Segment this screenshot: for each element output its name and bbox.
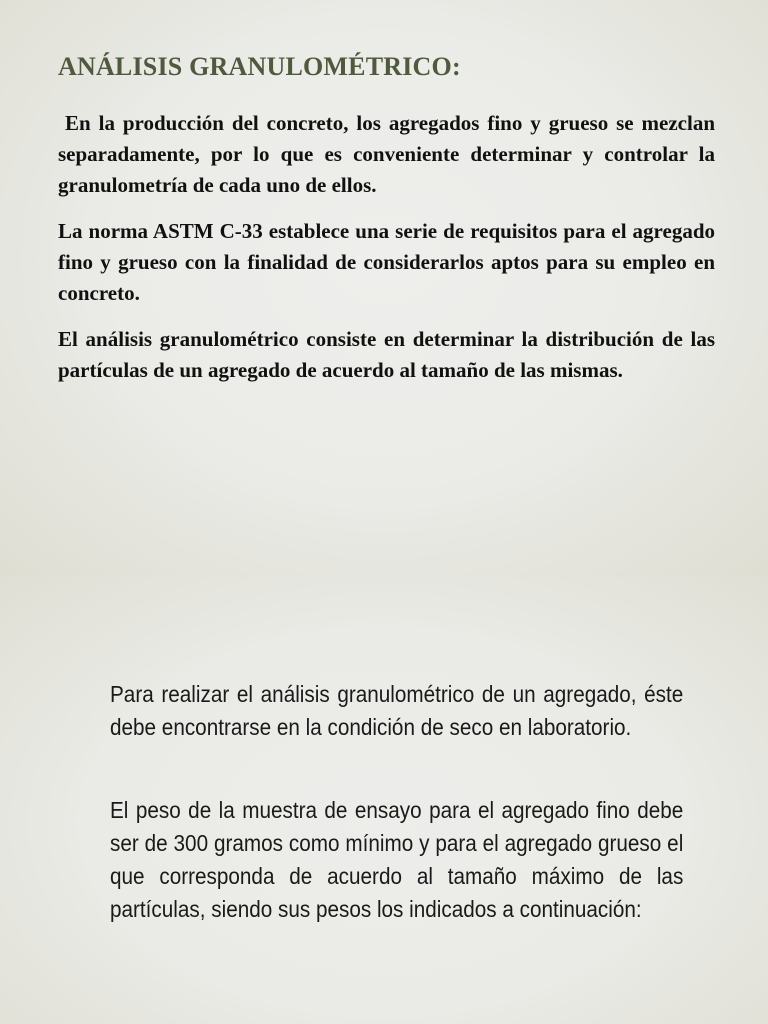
slide-1-body [58, 108, 715, 401]
slide-title: ANÁLISIS GRANULOMÉTRICO: [58, 52, 461, 81]
paragraph-sample-weight: El peso de la muestra de ensayo para el agregado fino debe ser de 300 gramos como mínimo y para el agregado grueso el que corresponda de acuerdo al tamaño máximo de las partículas, siendo sus pesos los indicados a continuación: [110, 797, 684, 922]
paragraph-astm-norm: La norma ASTM C-33 establece una serie de requisitos para el agregado fino y grueso con la finalidad de considerarlos aptos para su empleo en concreto. [58, 219, 715, 305]
paragraph-dry-condition: Para realizar el análisis granulométrico de un agregado, éste debe encontrarse en la condición de seco en laboratorio. [110, 681, 684, 740]
paragraph-concrete-production: En la producción del concreto, los agregados fino y grueso se mezclan separadamente, por lo que es conveniente determinar y controlar la granulometría de cada uno de ellos. [58, 111, 715, 197]
paragraph-analysis-definition: El análisis granulométrico consiste en determinar la distribución de las partículas de un agregado de acuerdo al tamaño de las mismas. [58, 327, 715, 382]
slide-2-body [110, 678, 683, 976]
slide-2 [0, 576, 768, 1024]
